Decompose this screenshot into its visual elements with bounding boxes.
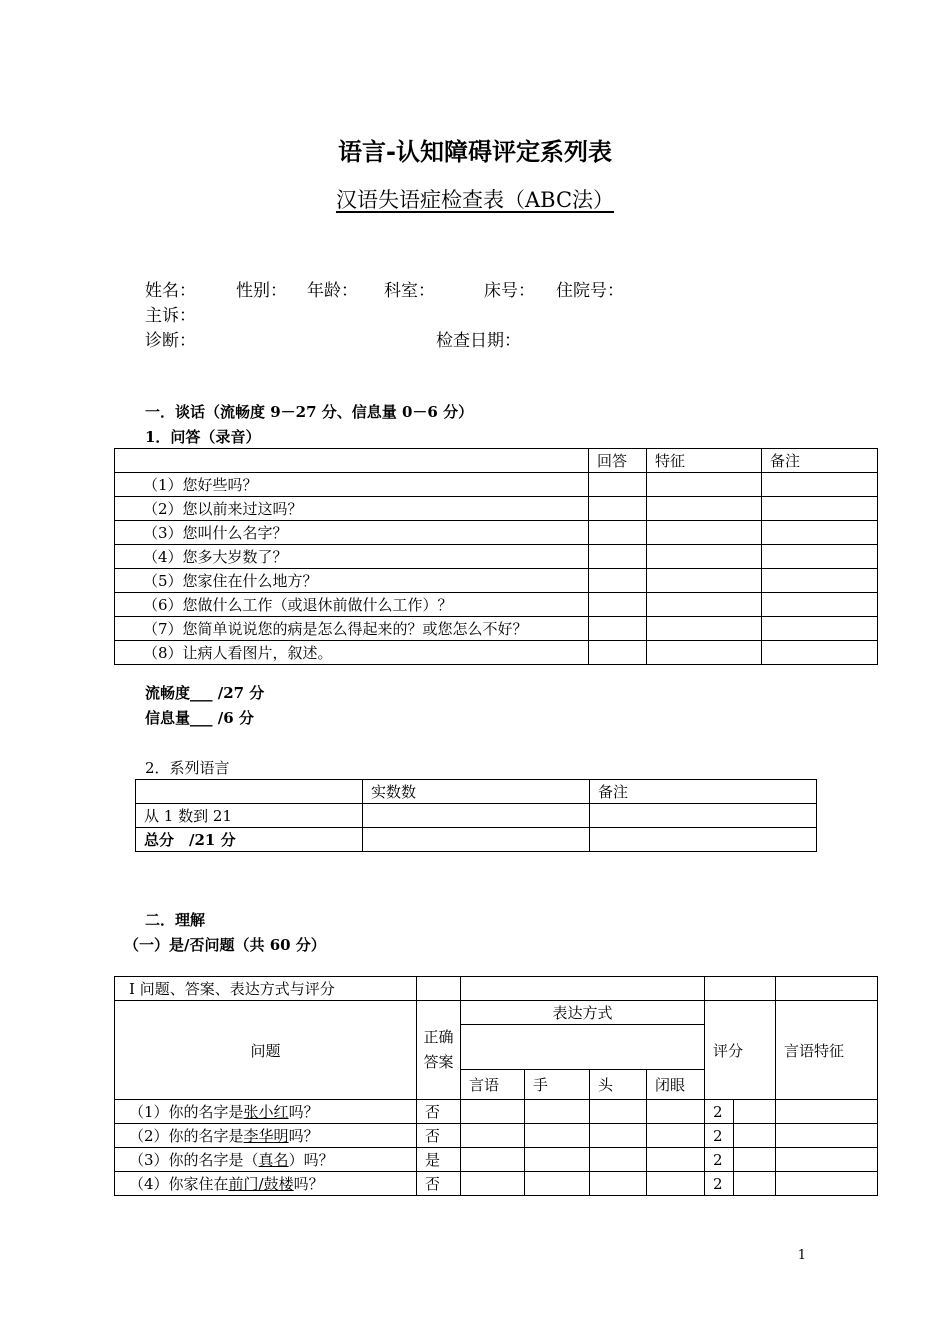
question-cell: （4）你家住在前门/鼓楼吗？	[115, 1172, 417, 1196]
correct-answer-cell: 否	[417, 1124, 461, 1148]
table-caption-cell: Ⅰ 问题、答案、表达方式与评分	[115, 977, 417, 1001]
answer-cell[interactable]	[589, 473, 647, 497]
expression-header: 表达方式	[461, 1001, 705, 1025]
table-row	[136, 804, 817, 828]
hand-cell[interactable]	[525, 1100, 590, 1124]
table-row	[115, 497, 878, 521]
header-cell: 特征	[647, 449, 762, 473]
speech-cell[interactable]	[461, 1100, 525, 1124]
correct-answer-cell: 是	[417, 1148, 461, 1172]
answer-cell[interactable]	[589, 569, 647, 593]
table-row	[136, 828, 817, 852]
eyes-cell[interactable]	[647, 1172, 705, 1196]
head-cell[interactable]	[590, 1148, 647, 1172]
question-cell: （1）您好些吗？	[115, 473, 589, 497]
sex-label: 性别：	[236, 281, 287, 301]
info-amount-score: 信息量___ /6 分	[145, 709, 254, 727]
header-cell	[115, 449, 589, 473]
head-cell[interactable]	[590, 1172, 647, 1196]
count-cell[interactable]	[363, 804, 590, 828]
table-row	[115, 449, 878, 473]
question-cell: （5）您家住在什么地方？	[115, 569, 589, 593]
question-cell: （1）你的名字是张小红吗？	[115, 1100, 417, 1124]
expr-eyes-header: 闭眼	[647, 1070, 705, 1100]
diagnosis-label: 诊断：	[145, 331, 196, 351]
table-row	[115, 1100, 878, 1124]
series-total-cell: 总分 /21 分	[136, 828, 363, 852]
head-cell[interactable]	[590, 1100, 647, 1124]
table-row	[115, 1001, 878, 1025]
note-cell[interactable]	[762, 497, 878, 521]
eyes-cell[interactable]	[647, 1100, 705, 1124]
yes-no-table	[114, 976, 878, 1196]
header-cell: 实数数	[363, 780, 590, 804]
note-cell[interactable]	[762, 617, 878, 641]
answer-cell[interactable]	[589, 641, 647, 665]
dept-label: 科室：	[384, 281, 435, 301]
question-header: 问题	[115, 1001, 417, 1100]
hand-cell[interactable]	[525, 1172, 590, 1196]
answer-cell[interactable]	[589, 545, 647, 569]
question-cell: （3）您叫什么名字？	[115, 521, 589, 545]
document-title: 语言-认知障碍评定系列表	[338, 138, 612, 166]
name-label: 姓名：	[145, 281, 196, 301]
eyes-cell[interactable]	[647, 1124, 705, 1148]
answer-cell[interactable]	[589, 593, 647, 617]
table-row	[115, 1124, 878, 1148]
count-cell[interactable]	[363, 828, 590, 852]
header-cell: 回答	[589, 449, 647, 473]
question-cell: （2）您以前来过这吗？	[115, 497, 589, 521]
feature-cell[interactable]	[776, 1148, 878, 1172]
score-input-cell[interactable]	[734, 1148, 776, 1172]
bed-label: 床号：	[484, 281, 535, 301]
answer-cell[interactable]	[589, 617, 647, 641]
section1-sub1: 1．问答（录音）	[145, 428, 261, 446]
feature-cell[interactable]	[647, 545, 762, 569]
note-cell[interactable]	[762, 545, 878, 569]
feature-cell[interactable]	[776, 1124, 878, 1148]
feature-cell[interactable]	[647, 593, 762, 617]
answer-cell[interactable]	[589, 521, 647, 545]
table-row	[115, 617, 878, 641]
note-cell[interactable]	[762, 593, 878, 617]
answer-cell[interactable]	[589, 497, 647, 521]
question-cell: （6）您做什么工作（或退休前做什么工作）？	[115, 593, 589, 617]
qa-table	[114, 448, 878, 665]
table-row	[115, 1148, 878, 1172]
page-number: 1	[797, 1248, 806, 1263]
note-cell[interactable]	[762, 521, 878, 545]
fluency-score: 流畅度___ /27 分	[145, 684, 265, 702]
table-row	[115, 593, 878, 617]
note-cell[interactable]	[762, 569, 878, 593]
expr-head-header: 头	[590, 1070, 647, 1100]
question-cell: （7）您简单说说您的病是怎么得起来的？或您怎么不好？	[115, 617, 589, 641]
feature-cell[interactable]	[647, 641, 762, 665]
note-cell[interactable]	[590, 804, 817, 828]
expr-speech-header: 言语	[461, 1070, 525, 1100]
series-table	[135, 779, 817, 852]
feature-cell[interactable]	[776, 1100, 878, 1124]
section1-sub2: 2．系列语言	[145, 759, 230, 777]
score-input-cell[interactable]	[734, 1100, 776, 1124]
question-cell: （4）您多大岁数了？	[115, 545, 589, 569]
header-cell: 备注	[762, 449, 878, 473]
score-cell: 2	[705, 1148, 734, 1172]
question-cell: （2）你的名字是李华明吗？	[115, 1124, 417, 1148]
note-cell[interactable]	[590, 828, 817, 852]
note-cell[interactable]	[762, 473, 878, 497]
answer-header: 正确答案	[417, 1001, 461, 1100]
table-row	[136, 780, 817, 804]
expr-hand-header: 手	[525, 1070, 590, 1100]
feature-cell[interactable]	[647, 617, 762, 641]
score-cell: 2	[705, 1124, 734, 1148]
table-row	[115, 1172, 878, 1196]
score-input-cell[interactable]	[734, 1124, 776, 1148]
head-cell[interactable]	[590, 1124, 647, 1148]
table-row	[115, 521, 878, 545]
score-cell: 2	[705, 1172, 734, 1196]
table-row	[115, 473, 878, 497]
feature-cell[interactable]	[647, 473, 762, 497]
score-header: 评分	[705, 1001, 776, 1100]
feature-cell[interactable]	[647, 569, 762, 593]
series-task-cell: 从 1 数到 21	[136, 804, 363, 828]
header-cell: 备注	[590, 780, 817, 804]
table-row	[115, 641, 878, 665]
table-row	[115, 569, 878, 593]
exam-date-label: 检查日期：	[436, 331, 521, 351]
speech-cell[interactable]	[461, 1148, 525, 1172]
feature-cell[interactable]	[776, 1172, 878, 1196]
feature-cell[interactable]	[647, 497, 762, 521]
section1-heading: 一．谈话（流畅度 9－27 分、信息量 0－6 分）	[145, 403, 474, 421]
section2-heading: 二．理解	[145, 911, 206, 929]
section2-sub: （一）是/否问题（共 60 分）	[124, 936, 326, 954]
table-row	[115, 545, 878, 569]
note-cell[interactable]	[762, 641, 878, 665]
correct-answer-cell: 否	[417, 1100, 461, 1124]
question-cell: （8）让病人看图片，叙述。	[115, 641, 589, 665]
correct-answer-cell: 否	[417, 1172, 461, 1196]
age-label: 年龄：	[307, 281, 358, 301]
question-cell: （3）你的名字是（真名）吗？	[115, 1148, 417, 1172]
admission-label: 住院号：	[556, 281, 624, 301]
feature-cell[interactable]	[647, 521, 762, 545]
speech-cell[interactable]	[461, 1124, 525, 1148]
hand-cell[interactable]	[525, 1124, 590, 1148]
score-cell: 2	[705, 1100, 734, 1124]
speech-cell[interactable]	[461, 1172, 525, 1196]
header-cell	[136, 780, 363, 804]
hand-cell[interactable]	[525, 1148, 590, 1172]
table-row	[115, 977, 878, 1001]
document-subtitle: 汉语失语症检查表（ABC法）	[335, 188, 615, 212]
feature-header: 言语特征	[776, 1001, 878, 1100]
score-input-cell[interactable]	[734, 1172, 776, 1196]
complaint-label: 主诉：	[145, 306, 196, 326]
eyes-cell[interactable]	[647, 1148, 705, 1172]
